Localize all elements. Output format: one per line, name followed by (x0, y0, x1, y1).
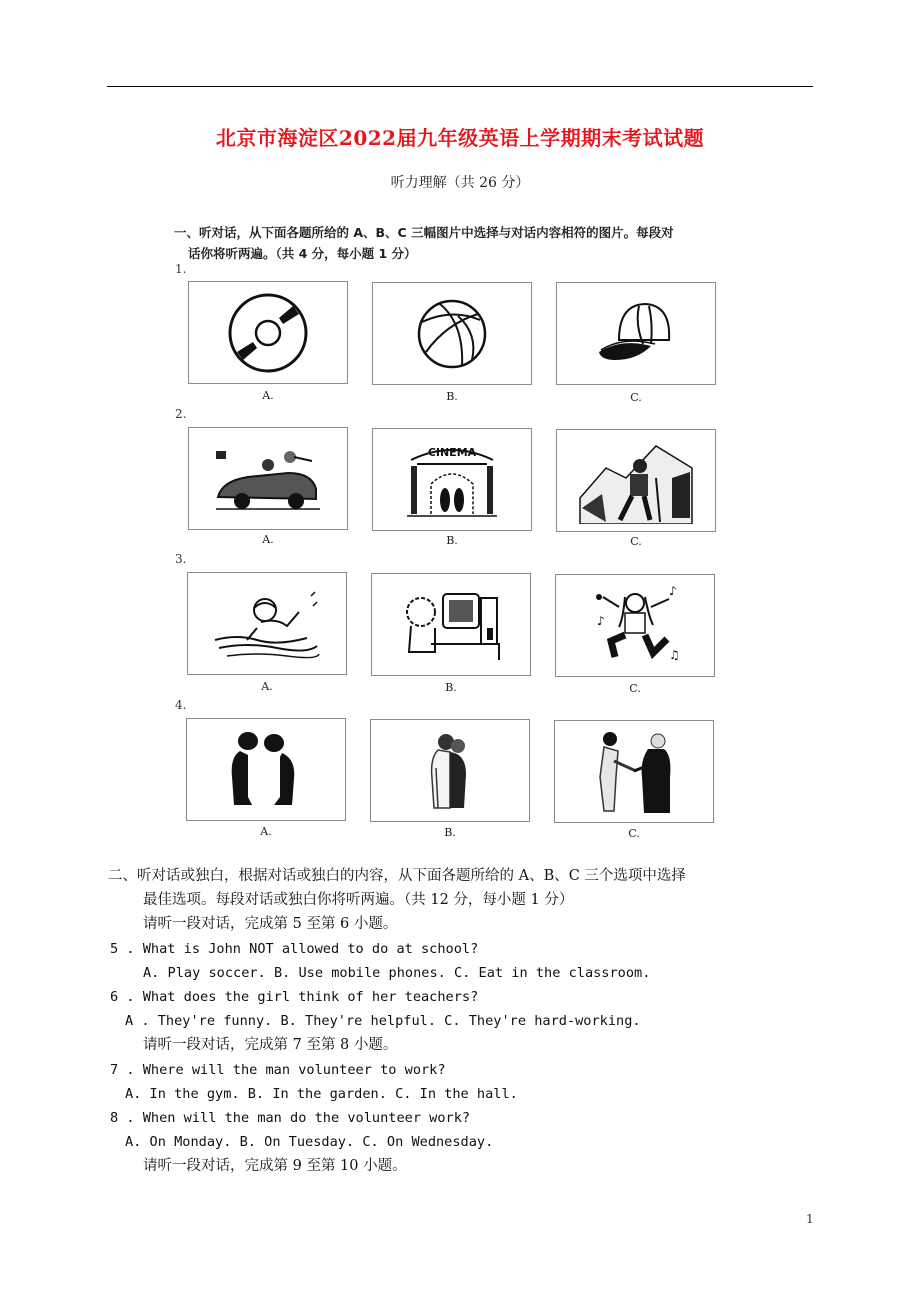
question-5-stem: 5 . What is John NOT allowed to do at school? (110, 940, 479, 957)
option-label: B. (446, 390, 458, 403)
dialogue-intro: 请听一段对话，完成第 9 至第 10 小题。 (143, 1158, 407, 1175)
hugging-people-icon (410, 728, 490, 814)
swimming-icon (207, 582, 327, 666)
svg-text:♪: ♪ (597, 613, 605, 628)
question-number: 1. (175, 262, 187, 276)
cinema-icon (397, 438, 507, 522)
section2-instruction-line2: 最佳选项。每段对话或独白你将听两遍。（共 12 分，每小题 1 分） (143, 892, 574, 909)
option-label: C. (628, 827, 640, 840)
hiker-icon (576, 438, 696, 524)
picture-option-4b[interactable] (370, 719, 530, 822)
question-8-stem: 8 . When will the man do the volunteer work? (110, 1110, 471, 1127)
question-6-stem: 6 . What does the girl think of her teachers? (110, 989, 479, 1006)
dialogue-intro: 请听一段对话，完成第 7 至第 8 小题。 (143, 1037, 398, 1054)
computer-icon (391, 582, 511, 668)
question-number: 4. (175, 698, 187, 712)
header-rule (107, 86, 813, 87)
picture-option-3c[interactable] (555, 574, 715, 677)
handshake-icon (584, 727, 684, 817)
question-7-stem: 7 . Where will the man volunteer to work? (110, 1061, 446, 1078)
section1-instruction-line2: 话你将听两遍。（共 4 分，每小题 1 分） (188, 246, 417, 261)
option-label: B. (446, 534, 458, 547)
picture-option-3b[interactable] (371, 573, 531, 676)
option-label: A. (262, 389, 274, 402)
dancing-girl-icon (575, 583, 695, 669)
option-label: C. (630, 391, 642, 404)
dialogue-intro: 请听一段对话，完成第 5 至第 6 小题。 (143, 916, 398, 933)
page-number: 1 (806, 1212, 814, 1226)
question-8-options: A. On Monday. B. On Tuesday. C. On Wednesday. (125, 1134, 494, 1151)
picture-option-3a[interactable] (187, 572, 347, 675)
baseball-cap-icon (591, 294, 681, 374)
svg-text:♪: ♪ (669, 583, 677, 598)
svg-text:CINEMA: CINEMA (427, 445, 477, 459)
option-label: B. (445, 681, 457, 694)
picture-option-4a[interactable] (186, 718, 346, 821)
bowing-people-icon (216, 727, 316, 813)
option-label: A. (261, 680, 273, 693)
picture-option-1a[interactable] (188, 281, 348, 384)
option-label: B. (444, 826, 456, 839)
page-title: 北京市海淀区2022届九年级英语上学期期末考试试题 (215, 126, 705, 150)
picture-option-2b[interactable] (372, 428, 532, 531)
question-number: 3. (175, 552, 187, 566)
question-7-options: A. In the gym. B. In the garden. C. In the hall. (125, 1085, 518, 1102)
section2-instruction-line1: 二、听对话或独白，根据对话或独白的内容，从下面各题所给的 A、B、C 三个选项中选择 (108, 868, 686, 884)
question-number: 2. (175, 407, 187, 421)
basketball-icon (412, 294, 492, 374)
picture-option-1c[interactable] (556, 282, 716, 385)
picture-option-2c[interactable] (556, 429, 716, 532)
picture-option-4c[interactable] (554, 720, 714, 823)
picture-option-1b[interactable] (372, 282, 532, 385)
picture-option-2a[interactable] (188, 427, 348, 530)
cd-disc-icon (223, 288, 313, 378)
question-5-options: A. Play soccer. B. Use mobile phones. C. Eat in the classroom. (143, 964, 651, 981)
section2 (108, 864, 768, 1179)
question-6-options: A . They're funny. B. They're helpful. C. They're hard-working. (125, 1013, 641, 1030)
option-label: C. (629, 682, 641, 695)
section1-instructions (174, 222, 764, 264)
option-label: A. (260, 825, 272, 838)
option-label: A. (262, 533, 274, 546)
section-heading: 听力理解（共 26 分） (390, 175, 530, 191)
car-trip-icon (208, 439, 328, 519)
option-label: C. (630, 535, 642, 548)
section1-instruction-line1: 一、听对话，从下面各题所给的 A、B、C 三幅图片中选择与对话内容相符的图片。每段对 (174, 225, 674, 240)
svg-text:♫: ♫ (669, 647, 680, 662)
